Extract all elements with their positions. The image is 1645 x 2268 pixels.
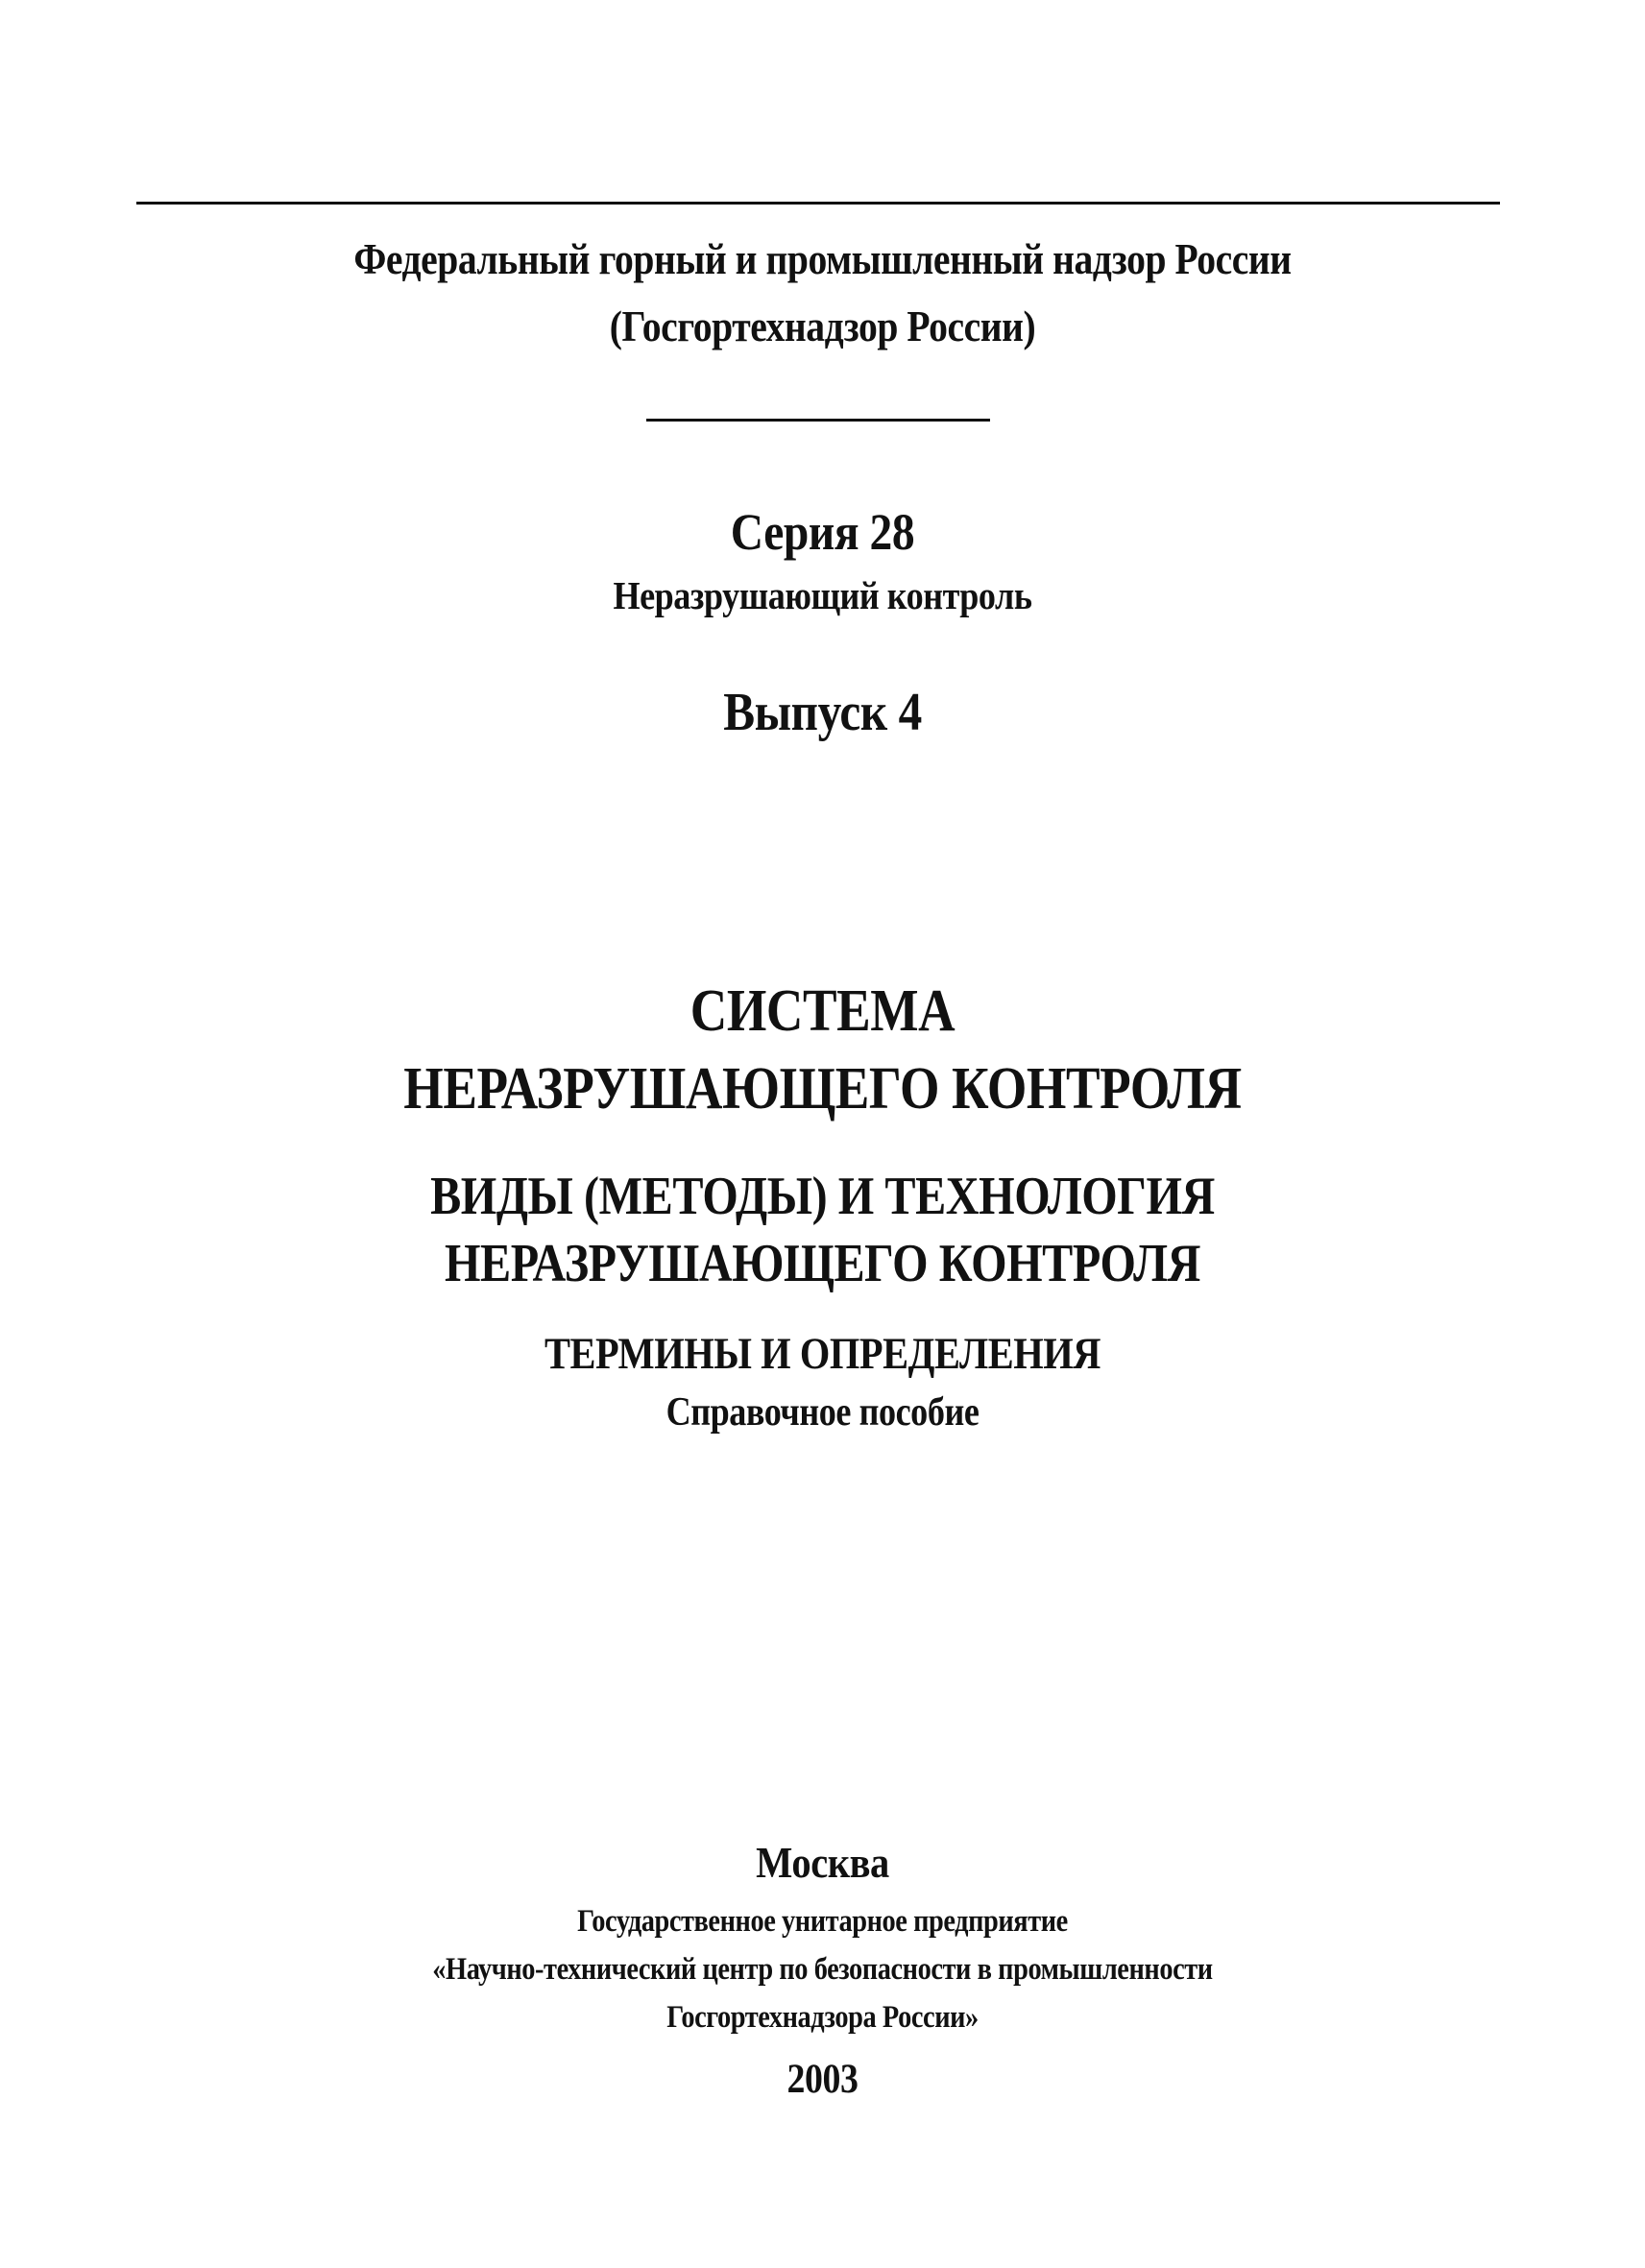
reference-label: Справочное пособие: [665, 1390, 980, 1435]
publisher-line-3: Госгортехнадзора России»: [666, 2000, 979, 2035]
issue-number: Выпуск 4: [723, 683, 922, 742]
title-line-4: НЕРАЗРУШАЮЩЕГО КОНТРОЛЯ: [444, 1234, 1200, 1293]
year: 2003: [786, 2057, 859, 2102]
agency-name: Федеральный горный и промышленный надзор России: [353, 235, 1292, 283]
series-subject: Неразрушающий контроль: [613, 573, 1032, 617]
title-line-3: ВИДЫ (МЕТОДЫ) И ТЕХНОЛОГИЯ: [430, 1167, 1215, 1226]
city: Москва: [756, 1838, 889, 1887]
agency-short-name: (Госгортехнадзор России): [609, 302, 1036, 350]
top-rule: [136, 202, 1500, 205]
terms-heading: ТЕРМИНЫ И ОПРЕДЕЛЕНИЯ: [544, 1329, 1101, 1379]
divider-rule: [646, 419, 990, 422]
publisher-line-1: Государственное унитарное предприятие: [577, 1904, 1068, 1939]
series-label: Серия 28: [730, 503, 915, 561]
title-line-2: НЕРАЗРУШАЮЩЕГО КОНТРОЛЯ: [403, 1056, 1242, 1122]
title-line-1: СИСТЕМА: [689, 978, 956, 1044]
publisher-line-2: «Научно-технический центр по безопасности в промышленности: [432, 1952, 1213, 1987]
